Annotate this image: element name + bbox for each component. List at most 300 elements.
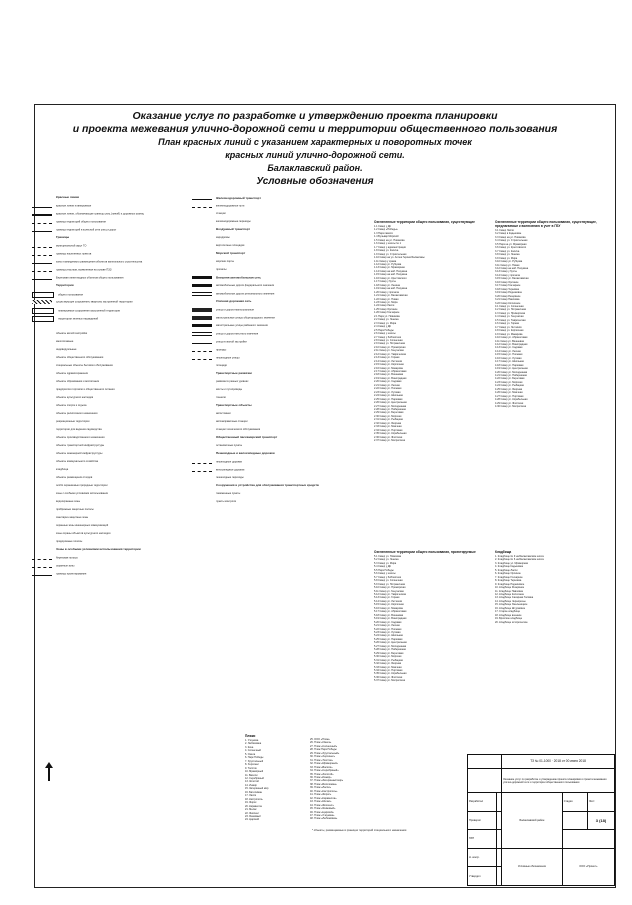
list-item: 47. Пляж «Учкуевка» [310,813,335,817]
legend-label: существующие сооружения, кварталы застроенной территории [56,300,133,304]
list-item: 5.34 Сквер ул. Портовая [374,668,403,672]
stamp-role-2: Проверил [468,811,497,830]
legend-row [32,396,192,404]
list-item: 5.24 Сквер ул. Школьная [374,634,403,638]
legend-row [192,316,382,324]
legend-label: Береговая линия водных объектов общего пользования [56,276,124,280]
stamp-stage-label: Стадия [562,793,587,812]
list-item: 2.36 Сквер ул. Флотская [374,435,403,439]
list-item: 5.8 Сквер ул. Солнечная [374,579,403,583]
list-item: 4.10 Сквер ул. Абрикосовая [495,336,528,340]
list-item: 1. Учкуевка [245,739,259,742]
legend-row [192,492,382,500]
list-item: 14. Кладбище Черноречье [495,599,526,603]
list-item: 1.23 Сквер ул. Мира [374,300,398,304]
legend-symbol-icon [32,207,52,208]
legend-label: объекты образования и воспитания [56,380,100,383]
legend-label: объекты коммунального хозяйства [56,460,99,463]
legend-symbol-icon [32,316,54,322]
list-item: 1.13 Сквер ул. Мраморная [374,266,405,270]
list-item: 1.14 Сквер на наб. Назукина [374,269,408,273]
stamp-sheet-label: Лист [587,793,614,812]
list-item: 33. Пляж «Васили» [310,765,333,769]
legend-label: Уличная дорожная сеть [216,300,252,303]
list-item: 20. Кладбище историческое [495,620,528,624]
list-item: 2.23 Сквер ул. Луговая [374,390,401,394]
legend-label: прибрежные защитные полосы [56,508,94,511]
list-item: 3.22 Сквер Колхозное [495,301,521,305]
list-item: 5.32 Сквер ул. Якорная [374,662,402,666]
legend-row [192,204,382,212]
list-item: 9. Толстяк [245,766,257,770]
list-item: 1.1 Сквер у ДК [374,225,391,228]
list-item: 5.10 Сквер ул. Приморская [374,586,406,590]
list-item: 3. Кладбище ул. Мраморная [495,561,529,565]
legend-row [192,428,382,436]
list-item: 5.7 Сквер у библиотеки [374,575,402,579]
legend-label: остановочные пункты [216,444,243,447]
list-item: 29. Пляж «Хрустальный» [310,751,340,755]
stamp-code: ТЗ № 01-1000 · 2018 от 00 июня 2018 [502,755,615,769]
list-item: 1.2 Сквер «Победы» [374,228,398,232]
list-item: 2. Кладбище № 6 на Балаклавском шоссе [495,558,545,562]
list-item: 18. Кладбище военное [495,613,522,617]
list-item: 4.14 Сквер ул. Лесная [495,349,521,353]
list-item: 2.10 Сквер ул. Приморская [374,345,406,349]
legend-label: объекты инженерной инфраструктуры [56,452,103,455]
legend-row [32,524,192,532]
legend-row [32,412,192,420]
list-item: 5.12 Сквер ул. Таврическая [374,592,407,596]
list-item: 5.21 Сквер ул. Лесная [374,624,400,628]
legend-label: объекты размещения отходов [56,476,93,479]
legend-label: Внешняя автомобильная сеть [216,276,262,280]
legend-label: Общественный пассажирский транспорт [216,436,278,439]
legend-row [192,452,382,460]
list-green-existing [374,220,489,443]
list-item: 5.28 Сквер ул. Набережная [374,648,406,652]
list-item: 4.18 Сквер ул. Парковая [495,363,524,367]
list-item: 2.35 Сквер ул. Корабельная [374,432,407,436]
list-item: 35. Пляж «Золотой» [310,772,334,776]
list-item: 2.17 Сквер ул. Абрикосовая [374,370,407,374]
list-item: 4.25 Сквер ул. Якорная [495,387,523,391]
list-item: 1.9 Сквер ул. Строительная [374,252,407,256]
legend-label: тоннели [216,396,226,399]
list-green-planned [374,550,489,683]
list-item: 2.11 Сквер ул. Генуэзская [374,349,404,353]
list-item: 40. Пляж «Кастрополь» [310,789,338,793]
list-item: 5.35 Сквер ул. Корабельная [374,672,407,676]
legend-label: Красные линии [56,196,80,199]
list-item: 4.5 Сквер ул. Таврическая [495,318,526,322]
legend-row [32,516,192,524]
legend-symbol-icon [192,343,212,344]
legend-row [32,196,192,204]
legend-label: охранные зоны инженерных коммуникаций [56,524,109,527]
legend-label: красные линии, обозначающие границу улиц (линий) и дорожных границ [56,212,144,216]
list-item: 2.25 Сквер ул. Парковая [374,397,403,401]
legend-symbol-icon [192,351,212,352]
legend-symbol-icon [192,292,212,296]
list-item: 5.4 Сквер у ДК [374,565,391,569]
list-item: 5.16 Сквер ул. Макарова [374,606,403,610]
legend-row [192,380,382,388]
list-item: 28. Пляж Парк Победы [310,748,337,752]
list-item: 3.11 Сквер ул. Новая [495,263,520,267]
list-item: 1.18 Сквер ул. Ленина [374,283,400,287]
list-item: 19. Братское кладбище [495,617,523,621]
legend-row [192,308,382,316]
legend-row [32,228,192,236]
legend-label: станции технического обслуживания [216,428,261,431]
list-item: 43. Пляж «Мелас» [310,800,332,804]
list-item: 3.2 Сквер в Кадыковке [495,232,522,236]
legend-row [32,276,192,284]
list-item: 22. Фиолент [245,811,260,815]
legend-symbol-icon [192,332,212,336]
legend-row [32,564,192,572]
list-beaches [245,734,305,822]
list-item: 34. Пляж «Серебряный» [310,769,339,773]
list-item: 2.22 Сквер ул. Полевая [374,387,402,391]
legend-row [32,244,192,252]
legend-row [32,380,192,388]
list-item: 4.7 Сквер ул. Летчиков [495,325,522,329]
legend-label: предприятия торговли и общественного питания [56,388,115,391]
legend-label: автомобильные дороги регионального значения [216,292,275,296]
list-item: 4.15 Сквер ул. Полевая [495,353,523,357]
title-line-3: План красных линий с указанием характерных и поворотных точек [158,137,472,147]
legend-row [192,324,382,332]
legend-row [192,348,382,356]
legend-label: причалы [216,268,227,271]
list-item: 4.2 Сквер ул. Пограничная [495,308,526,312]
legend-symbol-icon [32,271,52,272]
list-item: 5.17 Сквер ул. Абрикосовая [374,610,407,614]
list-item: 4.13 Сквер ул. Садовая [495,346,523,350]
legend-label: автозаправочные станции [216,420,248,423]
legend-label: Транспортные объекты [216,404,252,407]
legend-row [32,572,192,580]
list-item: 1. Кладбище № 9 на Балаклавском шоссе [495,555,545,558]
list-item: 2.24 Сквер ул. Школьная [374,394,403,398]
list-item: 36. Пляж «Инжир» [310,775,332,779]
list-item: 2.4 Сквер у ДК [374,325,391,329]
title-block [12,110,618,188]
list-item: 3.21 Сквер Павловка [495,298,520,302]
legend-row [32,388,192,396]
list-item: 1.6 Сквер у школы № 1 [374,242,401,246]
title-line-2: и проекта межевания улично-дорожной сети и территории общественного пользования [72,123,558,135]
legend-row [192,364,382,372]
legend-label: мосты и путепроводы [216,388,243,391]
legend-label: пункты контроля [216,500,237,503]
list-item: 4.17 Сквер ул. Школьная [495,360,524,364]
list-item: 5.23 Сквер ул. Луговая [374,630,401,634]
list-item: 5.1 Сквер ул. Новикова [374,555,402,558]
legend-row [32,332,192,340]
legend-symbol-icon [192,308,212,312]
stamp-drawing-name: Условные обозначения [502,848,563,885]
list-item: 3. Кача [245,745,254,749]
legend-row [32,532,192,540]
list-item: 3.7 Сквер ул. Калича [495,249,520,253]
list-item: 3.1 Сквер Ласпи [495,229,514,232]
list-item: 4.4 Сквер ул. Генуэзская [495,315,524,319]
list-item: 12. Кладбище Колхозное [495,592,525,596]
list-item: 4. Солнечный [245,749,261,753]
legend-label: магистральные улицы районного значения [216,324,268,328]
legend-row [192,436,382,444]
legend-row [192,220,382,228]
legend-row [192,260,382,268]
list-item: 5.26 Сквер ул. Центральная [374,641,407,645]
legend-label: Транспортные развязки [216,372,252,375]
list-item: 9. Кладбище Родниковое [495,582,525,586]
legend-middle-column [192,196,382,508]
legend-label: объекты общественного обслуживания [56,356,104,359]
legend-label: велосипедные дорожки [216,468,245,472]
list-item: 2.9 Сквер ул. Пограничная [374,342,405,346]
legend-label: пешеходные улицы [216,356,240,360]
legend-symbol-icon [32,575,52,576]
list-item: 30. Пляж «Херсонес» [310,755,336,759]
list-item: 7. Кладбище Гончарное [495,575,523,579]
legend-label: объекты производственного назначения [56,436,105,439]
legend-row [192,196,382,204]
list-item: 3.17 Сквер Гончарное [495,284,521,288]
stamp-sheet-number: 3 (18) [587,811,614,830]
list-item: 3.16 Сквер Орлиное [495,280,519,284]
legend-label: планируемые сооружения застроенной территории [58,309,121,313]
list-item: 2.3 Сквер ул. Мира [374,321,397,325]
list-item: 14. Инжир [245,783,257,787]
list-item: 2.19 Сквер ул. Виноградная [374,376,407,380]
list-item: 45. Пляж «Яшмовый» [310,807,336,811]
legend-symbol-icon [192,463,212,464]
legend-row [32,364,192,372]
list-item: 4.29 Сквер ул. Флотская [495,401,524,405]
legend-row [32,348,192,356]
legend-row [192,228,382,236]
legend-row [192,252,382,260]
list-beaches-continued [310,738,370,821]
list-item: 4.12 Сквер ул. Виноградная [495,342,528,346]
list-item: 4.16 Сквер ул. Луговая [495,356,522,360]
list-item: 4.26 Сквер ул. Маячная [495,391,523,395]
legend-label: общего пользования [58,293,83,297]
list-item: 4.22 Сквер ул. Береговая [495,377,525,381]
legend-label: объекты культурного наследия [56,396,94,399]
list-item: 1.20 Сквер у причала [374,290,399,294]
legend-row [192,236,382,244]
list-item: 15. Затерянный мир [245,787,269,791]
list-item: 6. Кладбище Орлиное [495,572,521,576]
list-heading: Озелененные территории общего пользования, существующие, предлагаемые к включению в учет в ГБУ [495,220,597,228]
list-item: 2.2 Сквер ул. Ленина [374,318,399,322]
legend-row [32,236,192,244]
legend-row [32,476,192,484]
legend-symbol-icon [32,263,52,264]
stamp-role-4: Н. контр. [468,848,497,867]
legend-row [192,476,382,484]
list-item: 5. Кладбище Ласпи [495,568,518,572]
legend-row [32,404,192,412]
legend-row [32,308,192,316]
legend-label: граница территорий общего пользования [56,220,106,224]
legend-label: береговая полоса [56,556,78,560]
legend-symbol-icon [192,316,212,320]
list-item: 2.37 Сквер ул. Матросская [374,439,406,443]
stamp-role-3: ГИП [468,830,497,849]
legend-row [192,244,382,252]
legend-label: объекты религиозного назначения [56,412,98,415]
legend-row [192,388,382,396]
list-item: 2.7 Сквер у библиотеки [374,335,402,339]
list-item: 2.28 Сквер ул. Набережная [374,408,406,412]
list-item: 5. Омега [245,752,256,756]
legend-heading: Условные обозначения [256,176,374,187]
legend-label: граница участков, выявленная на основе ПЗЗ [56,268,112,272]
legend-symbol-icon [192,284,212,287]
list-item: 2.32 Сквер ул. Якорная [374,421,402,425]
list-item: 48. Пляж «Любимовка» [310,817,338,821]
legend-row [32,420,192,428]
list-item: 4.6 Сквер ул. Горная [495,322,519,326]
list-item: 5.6 Сквер у школы [374,572,396,576]
list-item: 4.9 Сквер ул. Макарова [495,332,523,336]
list-item: 3.8 Сквер ул. Ленина [495,253,520,257]
list-item: 2.27 Сквер ул. Молодежная [374,404,407,408]
list-item: 12. Серебряный [245,776,264,780]
legend-row [32,260,192,268]
legend-symbol-icon [32,308,54,314]
legend-label: аэродромы [216,236,230,239]
legend-row [192,484,382,492]
list-item: 27. Пляж «Солнечный» [310,744,338,748]
list-item: 5.3 Сквер ул. Мира [374,561,397,565]
legend-label: территории зеленых насаждений [58,317,99,321]
list-item: 5.2 Сквер ул. Ленина [374,558,399,562]
legend-row [32,540,192,548]
drawing-sheet [12,102,618,902]
list-item: 37. Пляж «Затерянный мир» [310,779,344,783]
legend-label: Зоны в особыми условиями использования территории [56,548,141,551]
legend-label: объекты спорта и отдыха [56,404,87,407]
list-item: 2.34 Сквер ул. Портовая [374,428,403,432]
legend-symbol-icon [192,276,212,279]
legend-label: границы проектирования [56,572,87,576]
list-item: 16. Батилиман [245,790,263,794]
list-item: 4.21 Сквер ул. Набережная [495,374,527,378]
list-item: 8. Херсонес [245,763,259,767]
legend-label: санитарно-защитные зоны [56,516,89,519]
list-item: 1.12 Сквер ул. Рубцова [374,262,402,266]
legend-symbol-icon [32,292,54,298]
title-line-4: красных линий улично-дорожной сети. [225,150,405,160]
list-item: 4.8 Сквер ул. Кирпичная [495,329,524,333]
list-item: 4.20 Сквер ул. Молодежная [495,370,528,374]
legend-label: пешеходные переходы [216,476,244,479]
legend-row [192,268,382,276]
legend-row [32,436,192,444]
list-item: 4. Кладбище Кадыковка [495,565,523,569]
legend-label: объекты здравоохранения [56,372,88,375]
legend-row [192,300,382,308]
legend-label: муниципальный округ ГО [56,244,87,248]
legend-row [192,468,382,476]
legend-row [192,412,382,420]
list-item: 5.29 Сквер ул. Береговая [374,651,404,655]
bottom-note: * объекты, размещаемые в границах территорий специального назначения [312,829,407,832]
list-item: 2.30 Сквер ул. Морская [374,414,402,418]
legend-label: Железнодорожный транспорт [216,196,261,200]
legend-row [32,252,192,260]
legend-symbol-icon [192,207,212,208]
legend-label: границы населенных пунктов [56,252,92,256]
list-item: 3.15 Сквер ул. Балаклавская [495,277,529,281]
list-item: 5.30 Сквер ул. Морская [374,655,402,659]
legend-label: особо охраняемые природные территории [56,484,108,487]
legend-label: Пешеходные и велосипедные дорожки [216,452,275,455]
list-item: 5.22 Сквер ул. Полевая [374,627,402,631]
title-stamp [467,754,615,886]
legend-row [32,340,192,348]
list-item: 1.17 Сквер у бухты [374,280,396,284]
legend-left-column [32,196,192,580]
legend-label: развязки в разных уровнях [216,380,249,383]
list-item: 1.3 Парк памяти [374,231,393,235]
legend-label: Морской транспорт [216,252,246,255]
legend-label: объекты транспортной инфраструктуры [56,444,105,447]
list-item: 4.11 Сквер ул. Вишневая [495,339,524,343]
legend-row [192,404,382,412]
list-cemeteries [495,550,613,624]
list-item: 24. Царский [245,818,259,822]
legend-label: кладбища [56,468,69,471]
legend-label: автостоянки [216,412,231,415]
list-item: 2.16 Сквер ул. Макарова [374,366,403,370]
legend-label: водоохранные зоны [56,500,81,503]
list-item: 5.9 Сквер ул. Пограничная [374,582,405,586]
legend-row [32,284,192,292]
list-item: 31. Пляж «Толстяк» [310,758,333,762]
list-item: 26. Пляж «Омега» [310,741,332,745]
legend-label: проезды [216,348,227,352]
legend-label: железнодорожные переезды [216,220,251,223]
list-item: 1.5 Сквер на ул. Новикова [374,238,405,242]
legend-row [192,332,382,340]
legend-row [192,500,382,508]
list-item: 2.33 Сквер ул. Маячная [374,425,402,429]
list-item: 5.15 Сквер ул. Кирпичная [374,603,404,607]
list-item: 11. Васили [245,773,258,777]
stamp-role-5: Утвердил [468,867,497,886]
legend-row [32,292,192,300]
list-item: 13. Кладбище Сахарная Головка [495,596,534,600]
legend-label: автомобильные дороги федерального значения [216,284,275,288]
list-item: 4.24 Сквер ул. Рыбацкая [495,384,524,388]
list-item: 5.18 Сквер ул. Вишневая [374,613,404,617]
legend-label: пешеходные дорожки [216,460,243,464]
legend-row [192,372,382,380]
legend-label: охранные зоны [56,564,75,568]
list-item: 32. Пляж «Мраморный» [310,762,338,766]
legend-row [192,284,382,292]
legend-row [32,204,192,212]
list-item: 2.26 Сквер ул. Центральная [374,401,407,405]
